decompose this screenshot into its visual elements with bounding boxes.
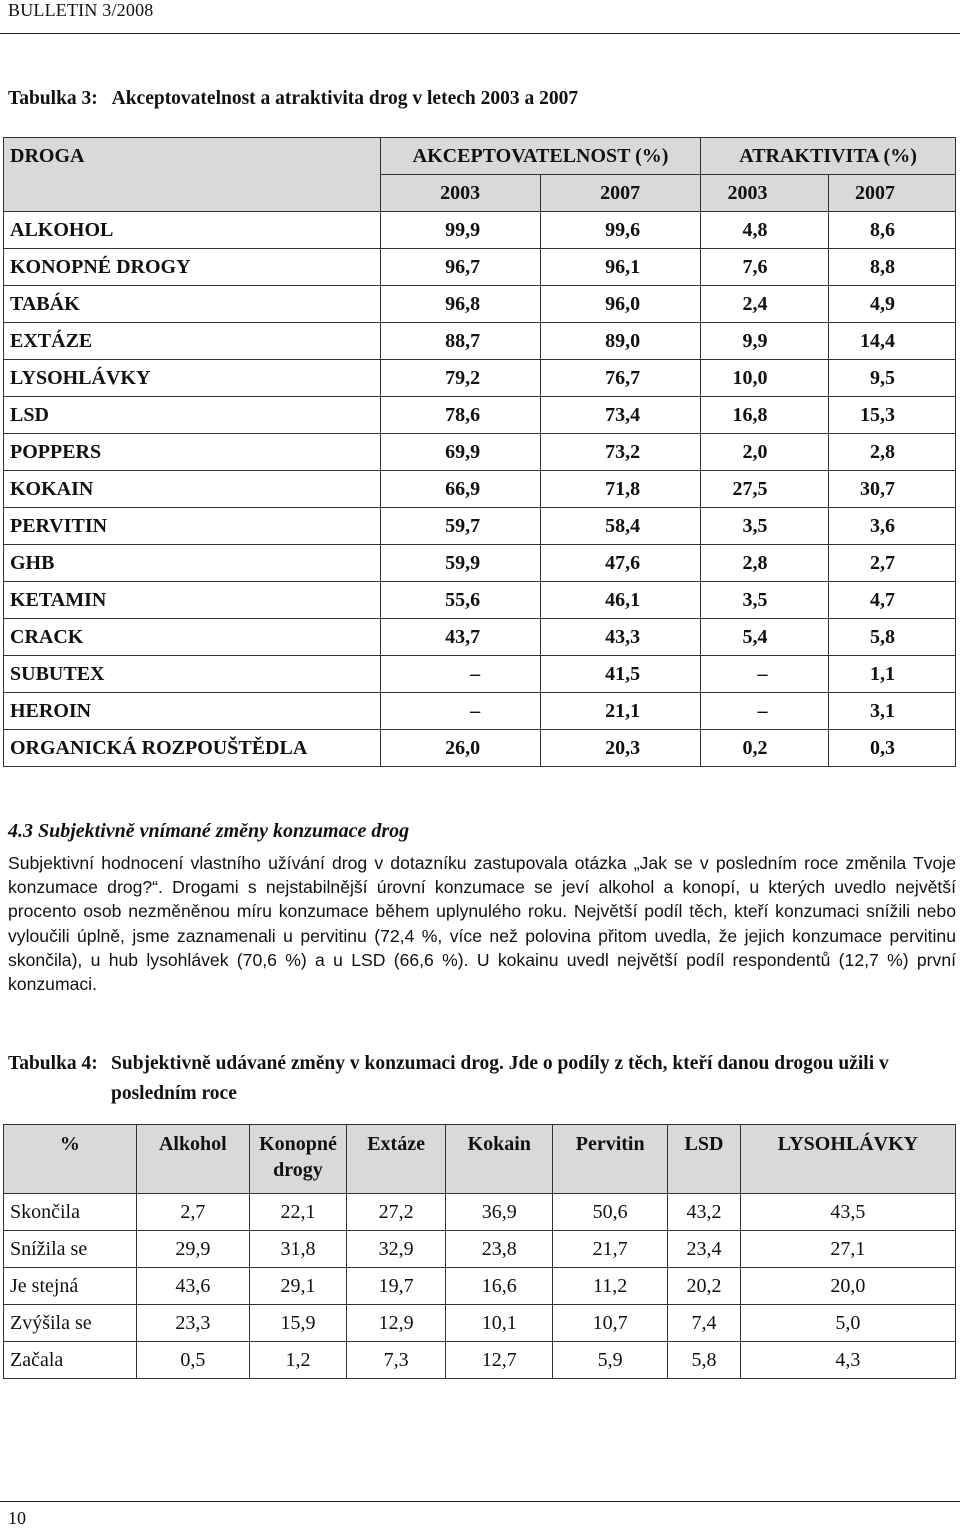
table3-cell: 55,6: [381, 582, 541, 619]
table3-cell: 43,3: [541, 619, 701, 656]
table4-row: [4, 1342, 956, 1379]
table3-cell: 14,4: [828, 323, 955, 360]
table3-cell: 99,9: [381, 212, 541, 249]
table3-cell: –: [381, 693, 541, 730]
section-4-3: [8, 820, 956, 996]
table4-cell: 19,7: [347, 1268, 446, 1305]
table3-cell: 5,4: [701, 619, 828, 656]
drug-name: KOKAIN: [4, 471, 381, 508]
table3-cell: 78,6: [381, 397, 541, 434]
table3-row: [4, 434, 956, 471]
table4-cell: 7,4: [668, 1305, 741, 1342]
table4-cell: 5,0: [740, 1305, 955, 1342]
table4-cell: 23,4: [668, 1231, 741, 1268]
table3-cell: 43,7: [381, 619, 541, 656]
table3-cell: 0,3: [828, 730, 955, 767]
table3-cell: 46,1: [541, 582, 701, 619]
table4-cell: 23,3: [136, 1305, 249, 1342]
table3-cell: 3,1: [828, 693, 955, 730]
page-number: 10: [8, 1508, 26, 1528]
table3-cell: 41,5: [541, 656, 701, 693]
table3-row: [4, 693, 956, 730]
drug-name: ORGANICKÁ ROZPOUŠTĚDLA: [4, 730, 381, 767]
table3-year: 2003: [381, 175, 541, 212]
table3-cell: 1,1: [828, 656, 955, 693]
table3-year: 2003: [701, 175, 828, 212]
table4-caption-label: Tabulka 4:: [8, 1053, 98, 1074]
footer-divider: [0, 1501, 960, 1502]
table3-col-attractiveness: ATRAKTIVITA (%): [701, 138, 956, 175]
table3-cell: 76,7: [541, 360, 701, 397]
table3-row: [4, 582, 956, 619]
table3-row: [4, 508, 956, 545]
table4-cell: 29,9: [136, 1231, 249, 1268]
table4-col-header: Konopné drogy: [250, 1125, 347, 1194]
table3-cell: 4,9: [828, 286, 955, 323]
table3-cell: 99,6: [541, 212, 701, 249]
table4-cell: 0,5: [136, 1342, 249, 1379]
table4-cell: 21,7: [553, 1231, 668, 1268]
table4-cell: 27,1: [740, 1231, 955, 1268]
table3-cell: 9,5: [828, 360, 955, 397]
table4-cell: 23,8: [446, 1231, 553, 1268]
table3-cell: 96,0: [541, 286, 701, 323]
table3-cell: 21,1: [541, 693, 701, 730]
table3-cell: 73,2: [541, 434, 701, 471]
table3-cell: –: [701, 656, 828, 693]
table4-row-label: Je stejná: [4, 1268, 137, 1305]
table4-caption-text: Subjektivně udávané změny v konzumaci drog. Jde o podíly z těch, kteří danou drogou užili v posledním roce: [111, 1053, 889, 1104]
table3-cell: 79,2: [381, 360, 541, 397]
table3-cell: 47,6: [541, 545, 701, 582]
table4-row-label: Zvýšila se: [4, 1305, 137, 1342]
drug-name: PERVITIN: [4, 508, 381, 545]
drug-name: LSD: [4, 397, 381, 434]
drug-name: POPPERS: [4, 434, 381, 471]
table3-cell: 2,0: [701, 434, 828, 471]
table3-cell: 96,1: [541, 249, 701, 286]
drug-name: KETAMIN: [4, 582, 381, 619]
header-divider: [0, 33, 960, 34]
table4-cell: 29,1: [250, 1268, 347, 1305]
table4-cell: 5,9: [553, 1342, 668, 1379]
table3-cell: 2,8: [701, 545, 828, 582]
table3-cell: 3,5: [701, 582, 828, 619]
table4-col-header: %: [4, 1125, 137, 1194]
table4-cell: 5,8: [668, 1342, 741, 1379]
table3-row: [4, 249, 956, 286]
table4-col-header: LSD: [668, 1125, 741, 1194]
table4-cell: 10,7: [553, 1305, 668, 1342]
table3-cell: 96,8: [381, 286, 541, 323]
table4-cell: 11,2: [553, 1268, 668, 1305]
drug-name: HEROIN: [4, 693, 381, 730]
table4-cell: 7,3: [347, 1342, 446, 1379]
table3: [3, 137, 956, 767]
table3-year: 2007: [828, 175, 955, 212]
table4-col-header: LYSOHLÁVKY: [740, 1125, 955, 1194]
table4-row: [4, 1194, 956, 1231]
table3-row: [4, 545, 956, 582]
table3-cell: 15,3: [828, 397, 955, 434]
drug-name: SUBUTEX: [4, 656, 381, 693]
table3-row: [4, 360, 956, 397]
table4: [3, 1124, 956, 1379]
table3-cell: 59,9: [381, 545, 541, 582]
table4-cell: 32,9: [347, 1231, 446, 1268]
table4-cell: 43,5: [740, 1194, 955, 1231]
drug-name: CRACK: [4, 619, 381, 656]
table3-cell: 96,7: [381, 249, 541, 286]
table4-row-label: Skončila: [4, 1194, 137, 1231]
table4-row: [4, 1231, 956, 1268]
table3-cell: 26,0: [381, 730, 541, 767]
table4-cell: 2,7: [136, 1194, 249, 1231]
table3-cell: 20,3: [541, 730, 701, 767]
table3-cell: 58,4: [541, 508, 701, 545]
table3-row: [4, 656, 956, 693]
table4-col-header: Alkohol: [136, 1125, 249, 1194]
table3-cell: 69,9: [381, 434, 541, 471]
table4-cell: 16,6: [446, 1268, 553, 1305]
table3-col-drug: DROGA: [4, 138, 381, 212]
table3-cell: 2,4: [701, 286, 828, 323]
table4-caption: [8, 1049, 956, 1109]
table4-cell: 1,2: [250, 1342, 347, 1379]
table3-cell: 88,7: [381, 323, 541, 360]
table3-cell: 73,4: [541, 397, 701, 434]
table3-cell: 27,5: [701, 471, 828, 508]
table4-cell: 12,9: [347, 1305, 446, 1342]
table4-cell: 10,1: [446, 1305, 553, 1342]
table3-cell: –: [381, 656, 541, 693]
section-title: 4.3 Subjektivně vnímané změny konzumace drog: [8, 820, 410, 842]
table4-col-header: Pervitin: [553, 1125, 668, 1194]
table4-cell: 36,9: [446, 1194, 553, 1231]
table4-cell: 43,2: [668, 1194, 741, 1231]
table3-row: [4, 323, 956, 360]
table4-row-label: Začala: [4, 1342, 137, 1379]
drug-name: KONOPNÉ DROGY: [4, 249, 381, 286]
table4-cell: 22,1: [250, 1194, 347, 1231]
section-body: Subjektivní hodnocení vlastního užívání drog v dotazníku zastupovala otázka „Jak se v posledním roce změnila Tvoje konzumace drog?“. Drogami s nejstabilnější úrovní konzumace se jeví alkohol a konopí, u kterých uvedlo největší procento osob nezměněnou míru konzumace během uplynulého roku. Největší podíl těch, kteří konzumaci snížili nebo vyloučili úplně, jsme zaznamenali u pervitinu (72,4 %, více než polovina přitom uvedla, že jejich konzumace pervitinu skončila), u hub lysohlávek (70,6 %) a u LSD (66,6 %). U kokainu uvedl největší podíl respondentů (12,7 %) první konzumaci.: [8, 853, 956, 995]
table3-cell: 66,9: [381, 471, 541, 508]
table3-row: [4, 286, 956, 323]
table4-cell: 43,6: [136, 1268, 249, 1305]
table4-row: [4, 1305, 956, 1342]
table3-row: [4, 212, 956, 249]
table3-cell: 30,7: [828, 471, 955, 508]
table3-cell: 10,0: [701, 360, 828, 397]
drug-name: ALKOHOL: [4, 212, 381, 249]
table3-col-acceptability: AKCEPTOVATELNOST (%): [381, 138, 701, 175]
table3-cell: 3,5: [701, 508, 828, 545]
table3-cell: 2,7: [828, 545, 955, 582]
table3-row: [4, 397, 956, 434]
table3-cell: 59,7: [381, 508, 541, 545]
table4-row-label: Snížila se: [4, 1231, 137, 1268]
table3-caption-text: Akceptovatelnost a atraktivita drog v letech 2003 a 2007: [111, 88, 579, 109]
table3-cell: 7,6: [701, 249, 828, 286]
table3-caption: [8, 88, 578, 110]
table3-cell: –: [701, 693, 828, 730]
table3-header-row: [4, 138, 956, 175]
drug-name: GHB: [4, 545, 381, 582]
table4-cell: 4,3: [740, 1342, 955, 1379]
table3-cell: 71,8: [541, 471, 701, 508]
table3-cell: 8,6: [828, 212, 955, 249]
table3-cell: 0,2: [701, 730, 828, 767]
table4-cell: 27,2: [347, 1194, 446, 1231]
table3-cell: 9,9: [701, 323, 828, 360]
running-header: BULLETIN 3/2008: [8, 0, 154, 20]
table3-year: 2007: [541, 175, 701, 212]
table3-cell: 4,7: [828, 582, 955, 619]
table4-header-row: [4, 1125, 956, 1194]
table3-cell: 89,0: [541, 323, 701, 360]
table3-cell: 5,8: [828, 619, 955, 656]
table4-row: [4, 1268, 956, 1305]
drug-name: LYSOHLÁVKY: [4, 360, 381, 397]
table3-cell: 3,6: [828, 508, 955, 545]
table4-col-header: Extáze: [347, 1125, 446, 1194]
table3-cell: 2,8: [828, 434, 955, 471]
table4-cell: 12,7: [446, 1342, 553, 1379]
table4-col-header: Kokain: [446, 1125, 553, 1194]
table4-cell: 50,6: [553, 1194, 668, 1231]
drug-name: TABÁK: [4, 286, 381, 323]
table3-cell: 16,8: [701, 397, 828, 434]
table3-caption-label: Tabulka 3:: [8, 88, 98, 109]
drug-name: EXTÁZE: [4, 323, 381, 360]
table3-cell: 4,8: [701, 212, 828, 249]
table4-cell: 31,8: [250, 1231, 347, 1268]
table4-cell: 20,0: [740, 1268, 955, 1305]
table4-cell: 15,9: [250, 1305, 347, 1342]
table3-cell: 8,8: [828, 249, 955, 286]
table3-row: [4, 471, 956, 508]
table3-row: [4, 730, 956, 767]
table4-cell: 20,2: [668, 1268, 741, 1305]
table3-row: [4, 619, 956, 656]
